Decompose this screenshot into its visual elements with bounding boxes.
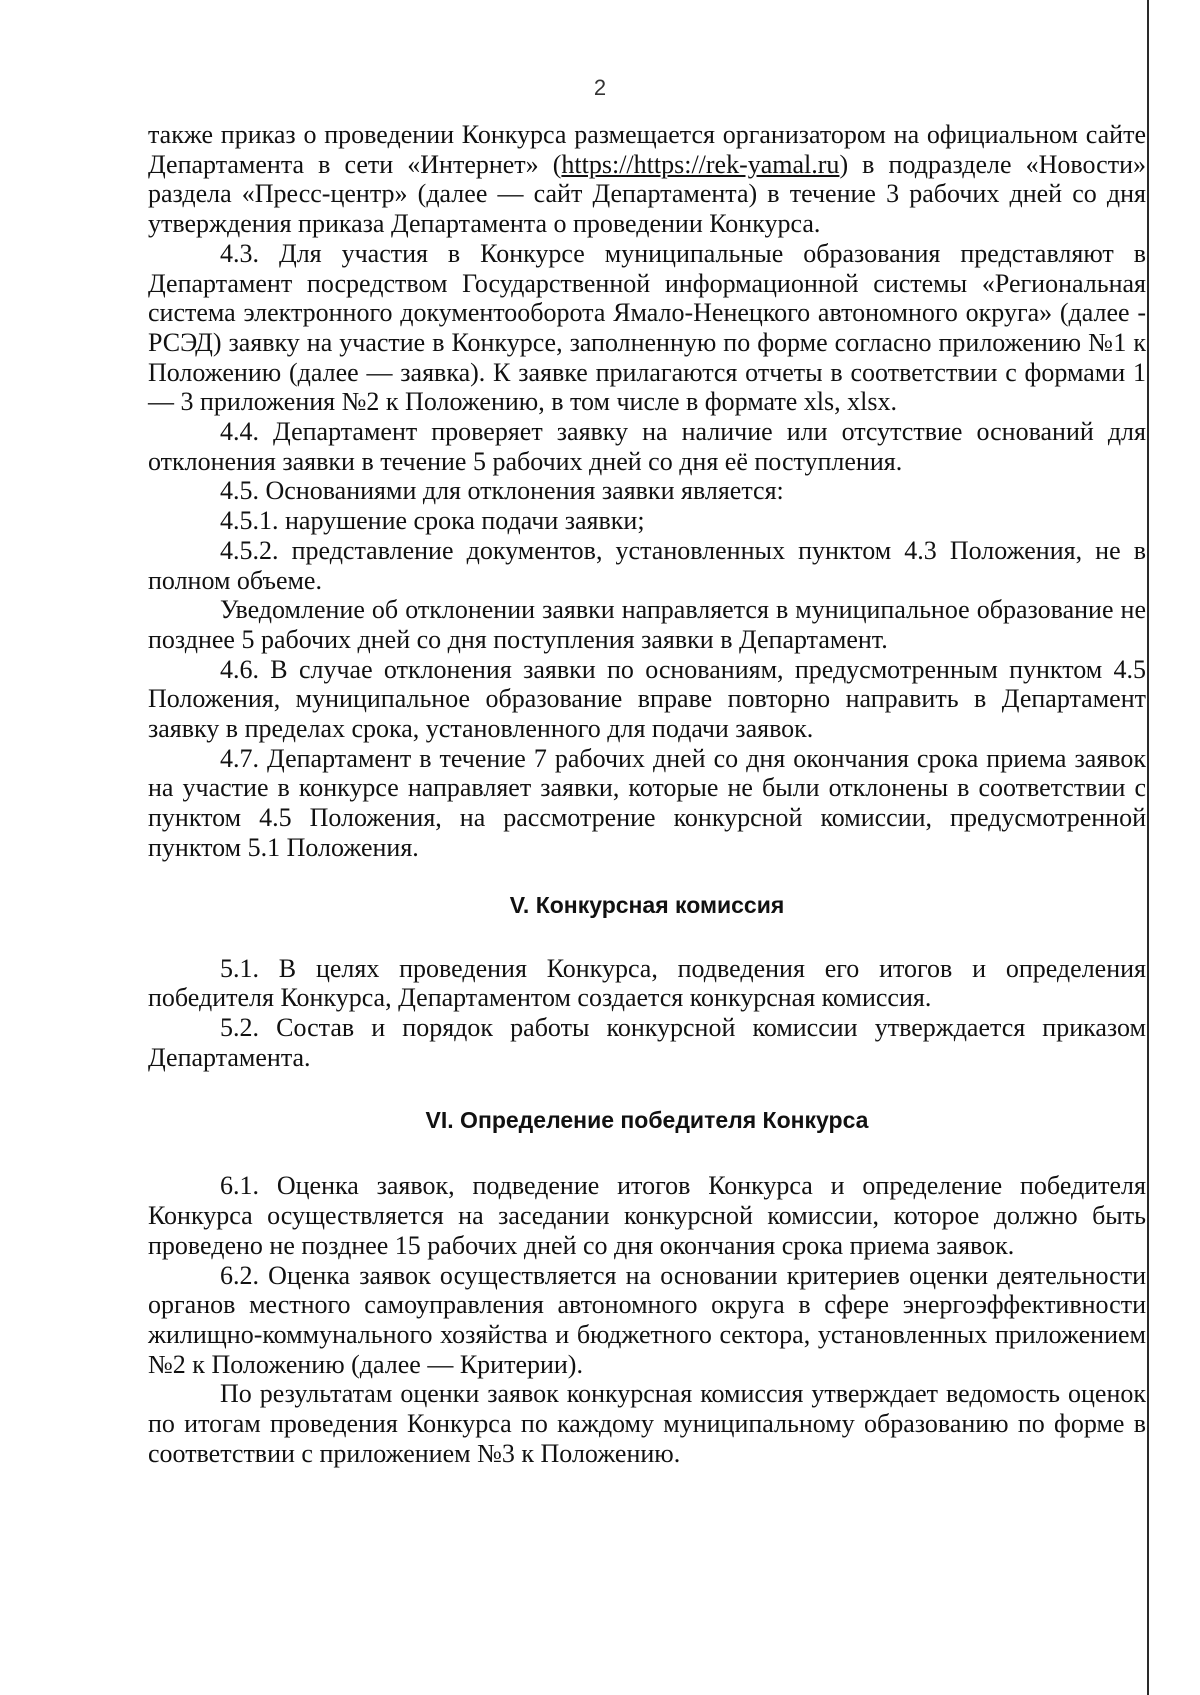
section-5-heading: V. Конкурсная комиссия	[509, 891, 785, 918]
paragraph-4-5: 4.5. Основаниями для отклонения заявки является:	[220, 476, 784, 506]
paragraph-4-2-continuation	[148, 120, 1146, 239]
paragraph-text: также приказ о проведении Конкурса размещается организатором на официальном сайте Департамента в сети «Интернет» (	[148, 120, 1146, 179]
paragraph-4-3: 4.3. Для участия в Конкурсе муниципальные образования представляют в Департамент посредством Государственной информационной системы «Региональная система электронного документооборота Ямало-Ненецкого автономного округа» (далее - РСЭД) заявку на участие в Конкурсе, заполненную по форме согласно приложению №1 к Положению (далее — заявка). К заявке прилагаются отчеты в соответствии с формами 1 — 3 приложения №2 к Положению, в том числе в формате xls, xlsx.	[148, 238, 1146, 417]
spacer	[148, 1072, 1146, 1106]
spacer	[148, 1135, 1146, 1171]
paragraph-5-2: 5.2. Состав и порядок работы конкурсной комиссии утверждается приказом Департамента.	[148, 1012, 1146, 1072]
paragraph-text: ) в подразделе «Новости» раздела «Пресс-центр» (далее — сайт Департамента) в течение 3 рабочих дней со дня утверждения приказа Департамента о проведении Конкурса.	[148, 149, 1146, 239]
page-number: 2	[593, 75, 607, 100]
paragraph-4-7: 4.7. Департамент в течение 7 рабочих дней со дня окончания срока приема заявок на участие в конкурсе направляет заявки, которые не были отклонены в соответствии с пунктом 4.5 Положения, на рассмотрение конкурсной комиссии, предусмотренной пунктом 5.1 Положения.	[148, 743, 1146, 862]
paragraph-6-1: 6.1. Оценка заявок, подведение итогов Конкурса и определение победителя Конкурса осуществляется на заседании конкурсной комиссии, которое должно быть проведено не позднее 15 рабочих дней со дня окончания срока приема заявок.	[148, 1171, 1146, 1260]
scan-border-line	[1147, 0, 1149, 1695]
paragraph-results: По результатам оценки заявок конкурсная комиссия утверждает ведомость оценок по итогам проведения Конкурса по каждому муниципальному образованию по форме в соответствии с приложением №3 к Положению.	[148, 1379, 1146, 1468]
spacer	[148, 863, 1146, 891]
paragraph-4-4: 4.4. Департамент проверяет заявку на наличие или отсутствие оснований для отклонения заявки в течение 5 рабочих дней со дня её поступления.	[148, 417, 1146, 476]
document-body	[148, 120, 1146, 1468]
paragraph-notification: Уведомление об отклонении заявки направляется в муниципальное образование не позднее 5 рабочих дней со дня поступления заявки в Департамент.	[148, 595, 1146, 654]
paragraph-4-5-2: 4.5.2. представление документов, установленных пунктом 4.3 Положения, не в полном объеме.	[148, 535, 1146, 595]
paragraph-4-5-1: 4.5.1. нарушение срока подачи заявки;	[220, 506, 645, 536]
paragraph-5-1: 5.1. В целях проведения Конкурса, подведения его итогов и определения победителя Конкурса, Департаментом создается конкурсная комиссия.	[148, 953, 1146, 1013]
paragraph-6-2: 6.2. Оценка заявок осуществляется на основании критериев оценки деятельности органов местного самоуправления автономного округа в сфере энергоэффективности жилищно-коммунального хозяйства и бюджетного сектора, установленных приложением №2 к Положению (далее — Критерии).	[148, 1260, 1146, 1379]
department-website-link[interactable]: https://https://rek-yamal.ru	[561, 149, 840, 179]
paragraph-4-6: 4.6. В случае отклонения заявки по основаниям, предусмотренным пунктом 4.5 Положения, муниципальное образование вправе повторно направить в Департамент заявку в пределах срока, установленного для подачи заявок.	[148, 654, 1146, 744]
section-6-heading: VI. Определение победителя Конкурса	[425, 1107, 869, 1134]
spacer	[148, 920, 1146, 954]
